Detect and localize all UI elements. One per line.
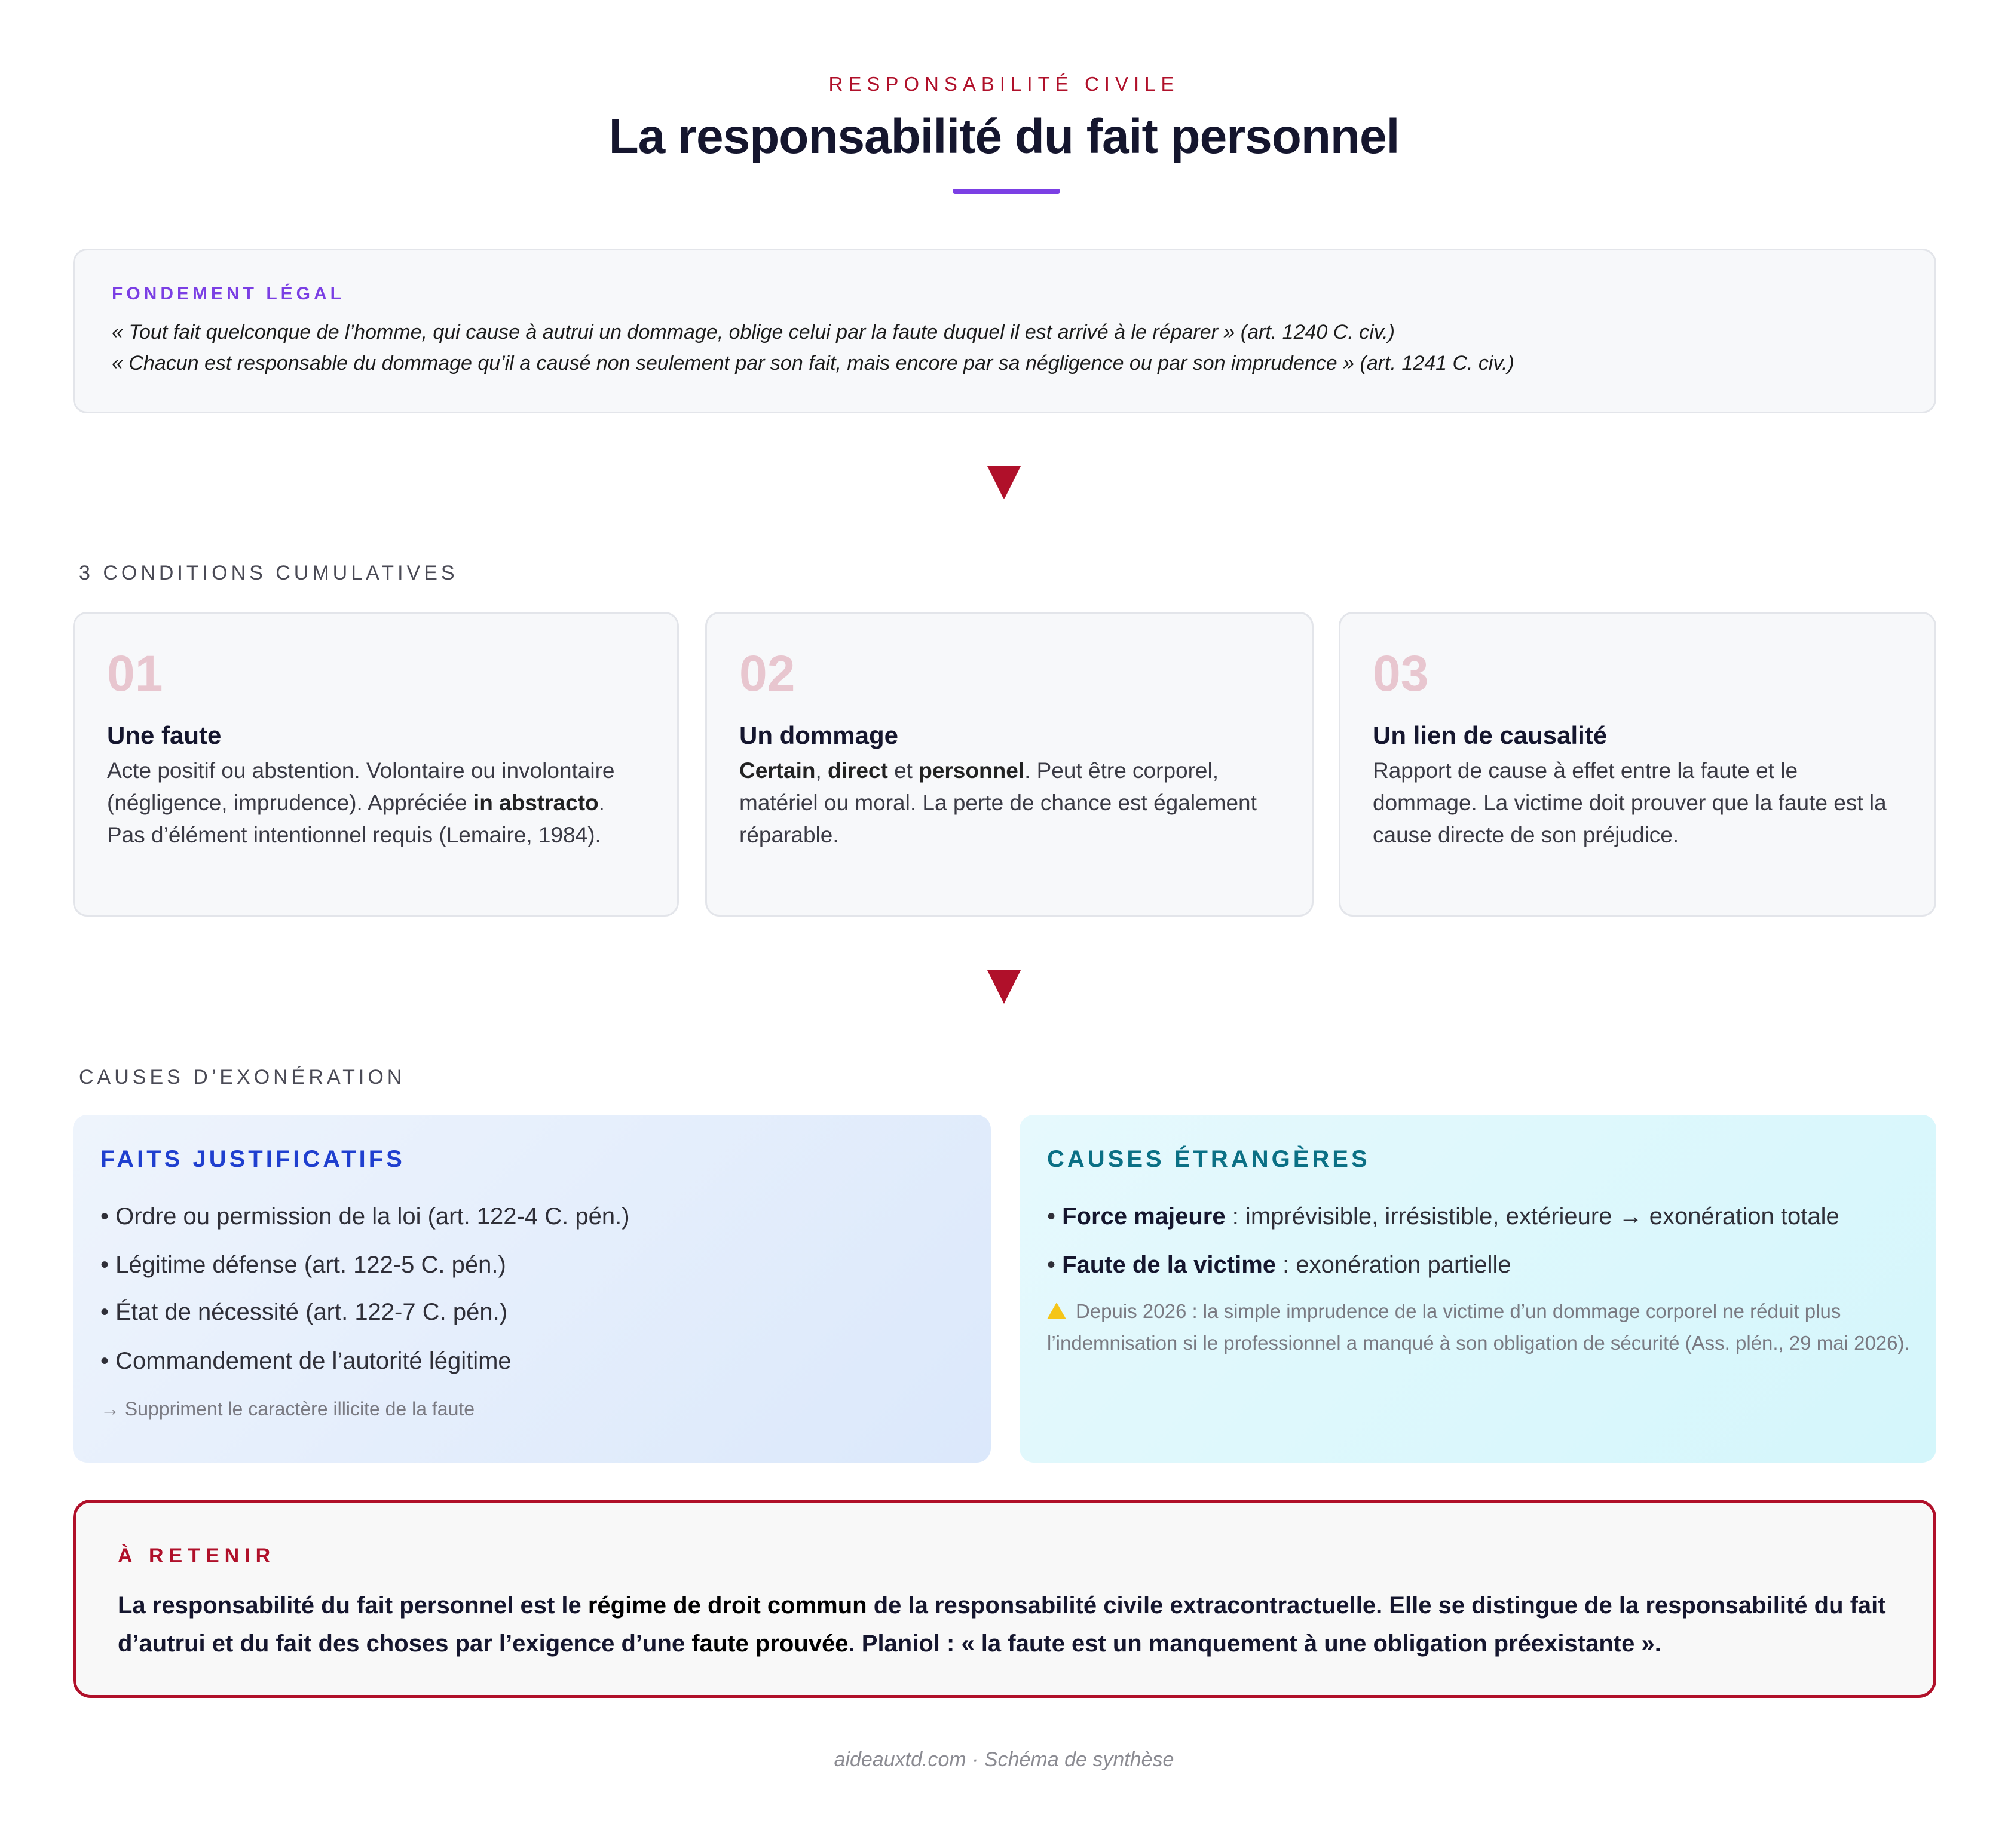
warning-note — [1047, 1295, 1914, 1359]
condition-number: 01 — [107, 645, 163, 701]
list-item — [1047, 1203, 1839, 1230]
justificatifs-card — [73, 1115, 991, 1463]
causes-etrangeres-card — [1020, 1115, 1936, 1463]
footer-credit: aideauxtd.com · Schéma de synthèse — [834, 1748, 1174, 1771]
condition-card-faute — [73, 612, 679, 917]
condition-number: 03 — [1373, 645, 1429, 701]
list-item: • Légitime défense (art. 122-5 C. pén.) — [100, 1252, 506, 1278]
legal-quote-1240: « Tout fait quelconque de l’homme, qui cause à autrui un dommage, oblige celui par la faute duquel il est arrivé à le réparer » (art. 1240 C. civ.) — [112, 321, 1395, 344]
down-arrow-icon — [987, 466, 1021, 499]
list-item: • État de nécessité (art. 122-7 C. pén.) — [100, 1299, 508, 1325]
list-item-text: : exonération partielle — [1276, 1252, 1511, 1278]
condition-description — [1373, 755, 1906, 851]
list-item — [1047, 1252, 1511, 1279]
down-arrow-icon — [987, 970, 1021, 1004]
body-text: . Pas d’élément intentionnel requis (Lemaire, 1984). — [107, 790, 605, 847]
condition-description — [739, 755, 1283, 851]
condition-number: 02 — [739, 645, 795, 701]
list-bullet: • — [1047, 1203, 1063, 1230]
title-underline — [953, 189, 1060, 194]
body-text: . Planiol : « la faute est un manquement à une obligation préexistante ». — [848, 1631, 1661, 1657]
condition-title: Un dommage — [739, 721, 899, 749]
list-item: • Ordre ou permission de la loi (art. 122-4 C. pén.) — [100, 1203, 630, 1230]
page-title: La responsabilité du fait personnel — [608, 109, 1400, 164]
legal-quote-1241: « Chacun est responsable du dommage qu’il a causé non seulement par son fait, mais encore par sa négligence ou par son imprudence » (art. 1241 C. civ.) — [112, 352, 1514, 375]
warning-icon — [1047, 1303, 1066, 1319]
justificatifs-title: FAITS JUSTIFICATIFS — [100, 1146, 405, 1172]
body-text: Rapport de cause à effet entre la faute et le dommage. La victime doit prouver que la faute est la cause directe de son préjudice. — [1373, 758, 1887, 847]
condition-description — [107, 755, 648, 851]
body-text: de la responsabilité civile extracontractuelle. Elle se distingue de la responsabilité du fait d’autrui et du fait des choses par l’exigence d’une — [118, 1592, 1886, 1657]
list-bullet: • — [1047, 1252, 1063, 1278]
list-item-term: Force majeure — [1062, 1203, 1226, 1230]
emphasis-text: in abstracto — [473, 790, 599, 815]
emphasis-text: Certain — [739, 758, 816, 783]
emphasis-text: faute prouvée — [691, 1631, 849, 1657]
warning-text: Depuis 2026 : la simple imprudence de la victime d’un dommage corporel ne réduit plus l’indemnisation si le professionnel a manqué à son obligation de sécurité (Ass. plén., 29 mai 2026). — [1047, 1300, 1910, 1354]
list-item: • Commandement de l’autorité légitime — [100, 1348, 512, 1374]
condition-card-dommage — [705, 612, 1314, 917]
condition-card-causalite — [1339, 612, 1936, 917]
legal-basis-label: FONDEMENT LÉGAL — [112, 284, 345, 304]
body-text: . Peut être corporel, matériel ou moral. La perte de chance est également réparable. — [739, 758, 1257, 847]
legal-basis-card — [73, 249, 1936, 413]
body-text: , — [815, 758, 828, 783]
condition-title: Une faute — [107, 721, 222, 749]
retain-label: À RETENIR — [118, 1544, 276, 1567]
list-item-text: : imprévisible, irrésistible, extérieure → exonération totale — [1225, 1203, 1839, 1230]
emphasis-text: personnel — [919, 758, 1025, 783]
body-text: Acte positif ou abstention. Volontaire ou involontaire (négligence, imprudence). Appréciée — [107, 758, 615, 815]
emphasis-text: régime de droit commun — [587, 1592, 867, 1619]
body-text: La responsabilité du fait personnel est le — [118, 1592, 588, 1619]
condition-title: Un lien de causalité — [1373, 721, 1608, 749]
conditions-section-label: 3 CONDITIONS CUMULATIVES — [79, 562, 458, 584]
body-text: et — [887, 758, 919, 783]
list-item-term: Faute de la victime — [1062, 1252, 1277, 1278]
retain-box — [73, 1500, 1936, 1698]
retain-text — [118, 1586, 1897, 1663]
justificatifs-note: → Suppriment le caractère illicite de la faute — [100, 1398, 475, 1420]
causes-etrangeres-title: CAUSES ÉTRANGÈRES — [1047, 1146, 1370, 1172]
exoneration-section-label: CAUSES D’EXONÉRATION — [79, 1066, 406, 1089]
emphasis-text: direct — [828, 758, 888, 783]
eyebrow-label: RESPONSABILITÉ CIVILE — [828, 73, 1180, 95]
